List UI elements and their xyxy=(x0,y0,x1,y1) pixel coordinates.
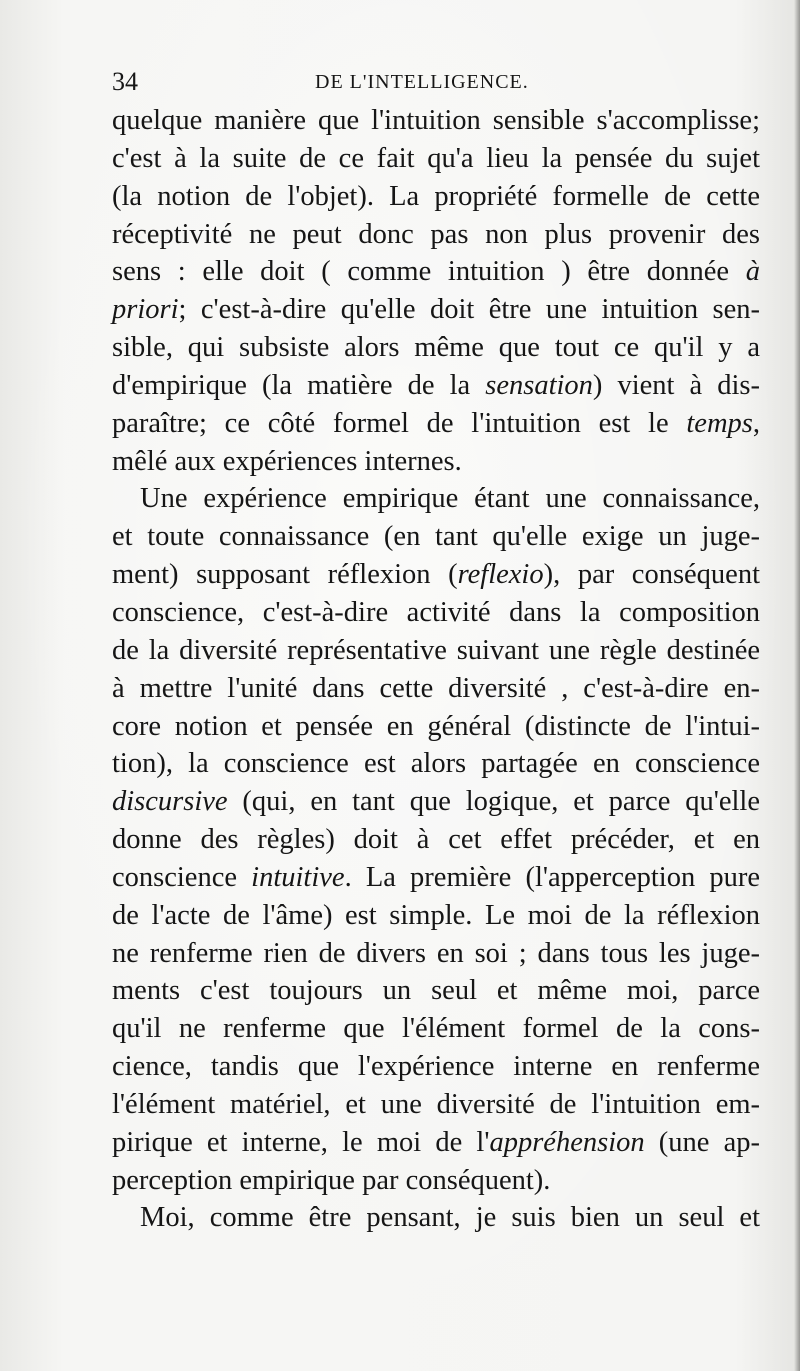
text-run: cience, tandis que l'expérience interne en renferme xyxy=(112,1051,760,1083)
text-line xyxy=(112,935,760,973)
text-run: Une expérience empirique étant une connaissance, xyxy=(140,483,760,515)
text-run: ; c'est-à-dire qu'elle doit être une intuition sen- xyxy=(178,294,760,326)
italic-text: discursive xyxy=(112,786,228,818)
text-run: c'est à la suite de ce fait qu'a lieu la pensée du sujet xyxy=(112,142,760,174)
italic-text: reflexio xyxy=(457,559,544,591)
text-run: réceptivité ne peut donc pas non plus provenir des xyxy=(112,218,760,250)
text-run: , xyxy=(752,407,760,439)
text-line xyxy=(112,745,760,783)
text-line xyxy=(112,1162,760,1200)
page-number: 34 xyxy=(112,67,138,96)
text-run: (une ap- xyxy=(644,1126,761,1158)
text-line xyxy=(112,556,760,594)
text-line xyxy=(112,632,760,670)
text-line xyxy=(112,1010,760,1048)
text-line xyxy=(112,140,760,178)
text-line xyxy=(112,897,760,935)
text-run: ), par conséquent xyxy=(543,559,760,591)
text-run: l'élément matériel, et une diversité de l'intuition em- xyxy=(112,1088,760,1120)
text-run: Moi, comme être pensant, je suis bien un seul et xyxy=(140,1202,760,1234)
italic-text: sensation xyxy=(485,369,593,401)
text-run: qu'il ne renferme que l'élément formel de la cons- xyxy=(112,1013,760,1045)
text-run: core notion et pensée en général (distincte de l'intui- xyxy=(112,710,760,742)
text-run: paraître; ce côté formel de l'intuition est le xyxy=(112,407,687,439)
text-run: conscience, c'est-à-dire activité dans la composition xyxy=(112,596,760,628)
text-line xyxy=(112,178,760,216)
text-run: sens : elle doit ( comme intuition ) être donnée xyxy=(112,256,746,288)
text-line xyxy=(112,783,760,821)
text-line xyxy=(112,859,760,897)
text-line xyxy=(112,594,760,632)
text-run: (la notion de l'objet). La propriété formelle de cette xyxy=(112,180,760,212)
text-line xyxy=(112,367,760,405)
text-run: conscience xyxy=(112,861,252,893)
text-run: . La première (l'apperception pure xyxy=(344,861,760,893)
text-run: de la diversité représentative suivant une règle destinée xyxy=(112,634,760,666)
body-text xyxy=(112,102,760,1237)
italic-text: priori xyxy=(112,294,179,326)
text-run: et toute connaissance (en tant qu'elle exige un juge- xyxy=(112,521,760,553)
text-run: ment) supposant réflexion ( xyxy=(112,559,458,591)
text-line xyxy=(112,480,760,518)
text-run: donne des règles) doit à cet effet précéder, et en xyxy=(112,824,760,856)
text-run: ments c'est toujours un seul et même moi, parce xyxy=(112,975,760,1007)
text-run: tion), la conscience est alors partagée en conscience xyxy=(112,748,760,780)
text-run: à mettre l'unité dans cette diversité , c'est-à-dire en- xyxy=(112,672,760,704)
text-line xyxy=(112,972,760,1010)
italic-text: à xyxy=(745,256,760,288)
text-run: pirique et interne, le moi de l' xyxy=(112,1126,490,1158)
text-line xyxy=(112,253,760,291)
text-run: sible, qui subsiste alors même que tout ce qu'il y a xyxy=(112,332,760,364)
text-run: quelque manière que l'intuition sensible s'accomplisse; xyxy=(112,105,760,136)
text-line xyxy=(112,518,760,556)
text-run: perception empirique par conséquent). xyxy=(112,1164,551,1196)
text-run: de l'acte de l'âme) est simple. Le moi de la réflexion xyxy=(112,899,760,931)
text-line xyxy=(112,291,760,329)
text-run: ) vient à dis- xyxy=(592,369,760,401)
italic-text: appréhension xyxy=(489,1126,645,1158)
page-edge-shadow xyxy=(794,0,800,1371)
text-line xyxy=(112,102,760,140)
text-line xyxy=(112,1124,760,1162)
italic-text: intuitive xyxy=(251,861,345,893)
text-line xyxy=(112,821,760,859)
text-line xyxy=(112,443,760,481)
text-run: ne renferme rien de divers en soi ; dans tous les juge- xyxy=(112,937,760,969)
text-line xyxy=(112,1199,760,1237)
text-line xyxy=(112,708,760,746)
text-line xyxy=(112,216,760,254)
text-line xyxy=(112,670,760,708)
italic-text: temps xyxy=(686,407,753,439)
running-head xyxy=(112,62,760,102)
text-run: mêlé aux expériences internes. xyxy=(112,445,462,477)
text-line xyxy=(112,329,760,367)
text-run: (qui, en tant que logique, et parce qu'elle xyxy=(227,786,760,818)
text-run: d'empirique (la matière de la xyxy=(112,369,486,401)
text-line xyxy=(112,405,760,443)
text-line xyxy=(112,1086,760,1124)
text-line xyxy=(112,1048,760,1086)
running-title: DE L'INTELLIGENCE. xyxy=(315,71,529,93)
